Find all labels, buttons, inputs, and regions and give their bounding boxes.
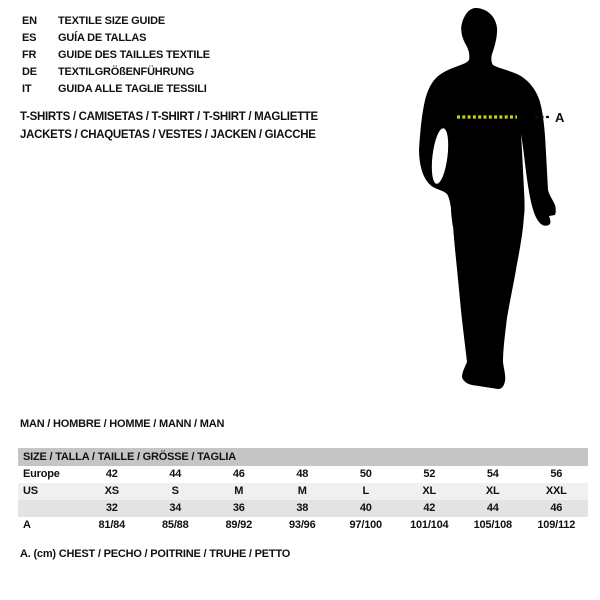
size-table-cell: 54 [486,468,499,480]
garment-categories [20,109,318,144]
man-silhouette-svg [390,0,600,420]
size-table-cell: 42 [423,502,436,514]
size-table-cell: 42 [105,468,118,480]
size-table-cell: 36 [232,502,245,514]
language-label: GUÍA DE TALLAS [58,32,147,45]
language-label: TEXTILGRÖßENFÜHRUNG [58,65,195,78]
size-table-row-label: A [23,519,31,531]
garment-category-line: JACKETS / CHAQUETAS / VESTES / JACKEN / GIACCHE [20,128,316,141]
size-table-cell: 89/92 [225,519,253,531]
size-table-cell: 40 [359,502,372,514]
language-row [22,63,210,80]
size-table-row [18,483,588,500]
measurement-footnote: A. (cm) CHEST / PECHO / POITRINE / TRUHE / PETTO [20,548,291,560]
man-silhouette-shape [419,8,556,389]
language-code: ES [22,32,37,45]
garment-category-line: T-SHIRTS / CAMISETAS / T-SHIRT / T-SHIRT / MAGLIETTE [20,111,318,123]
size-table-row-label: US [23,485,38,497]
size-table-cell: M [297,485,307,497]
size-table-cell: XL [485,485,500,497]
size-table-cell: 38 [296,502,309,514]
size-table-cell: XS [104,485,119,497]
language-code: DE [22,65,37,78]
size-table-cell: XXL [545,485,567,497]
language-row [22,80,210,97]
size-table-body [18,466,588,534]
language-code: EN [22,15,37,28]
size-table-cell: 44 [486,502,499,514]
language-row [22,13,210,30]
size-table-cell: 105/108 [473,519,512,531]
size-table-cell: 52 [423,468,436,480]
size-table-row [18,466,588,483]
size-table-cell: 44 [169,468,182,480]
language-label: GUIDA ALLE TAGLIE TESSILI [58,82,207,95]
man-silhouette-figure [390,0,600,420]
size-table-cell: L [362,485,370,497]
language-code: IT [22,82,32,95]
size-table-cell: 93/96 [288,519,316,531]
size-table-row [18,500,588,517]
size-table-cell: 48 [296,468,309,480]
size-table-cell: S [171,485,179,497]
size-table-cell: 46 [232,468,245,480]
size-table-header: SIZE / TALLA / TAILLE / GRÖSSE / TAGLIA [18,448,588,466]
language-row [22,30,210,47]
language-code: FR [22,48,37,61]
size-table-cell: 109/112 [537,519,576,531]
size-table-cell: 101/104 [410,519,449,531]
size-table-cell: 34 [169,502,182,514]
gender-heading: MAN / HOMBRE / HOMME / MANN / MAN [20,418,225,430]
language-label: TEXTILE SIZE GUIDE [58,15,166,28]
language-list [22,13,210,97]
size-table-row-label [18,500,80,517]
size-table-row [18,517,588,534]
size-table-cell: 56 [550,468,563,480]
size-table-cell: 81/84 [98,519,126,531]
language-row [22,47,210,64]
size-table-cell: 46 [550,502,563,514]
size-table-row-label: Europe [23,468,60,480]
size-table-cell: XL [422,485,437,497]
language-label: GUIDE DES TAILLES TEXTILE [58,48,210,61]
size-table [18,448,588,534]
size-table-cell: 97/100 [349,519,382,531]
size-table-cell: M [234,485,244,497]
size-table-cell: 50 [359,468,372,480]
size-table-cell: 85/88 [161,519,189,531]
size-table-cell: 32 [105,502,118,514]
measure-label-a: A [555,110,565,125]
